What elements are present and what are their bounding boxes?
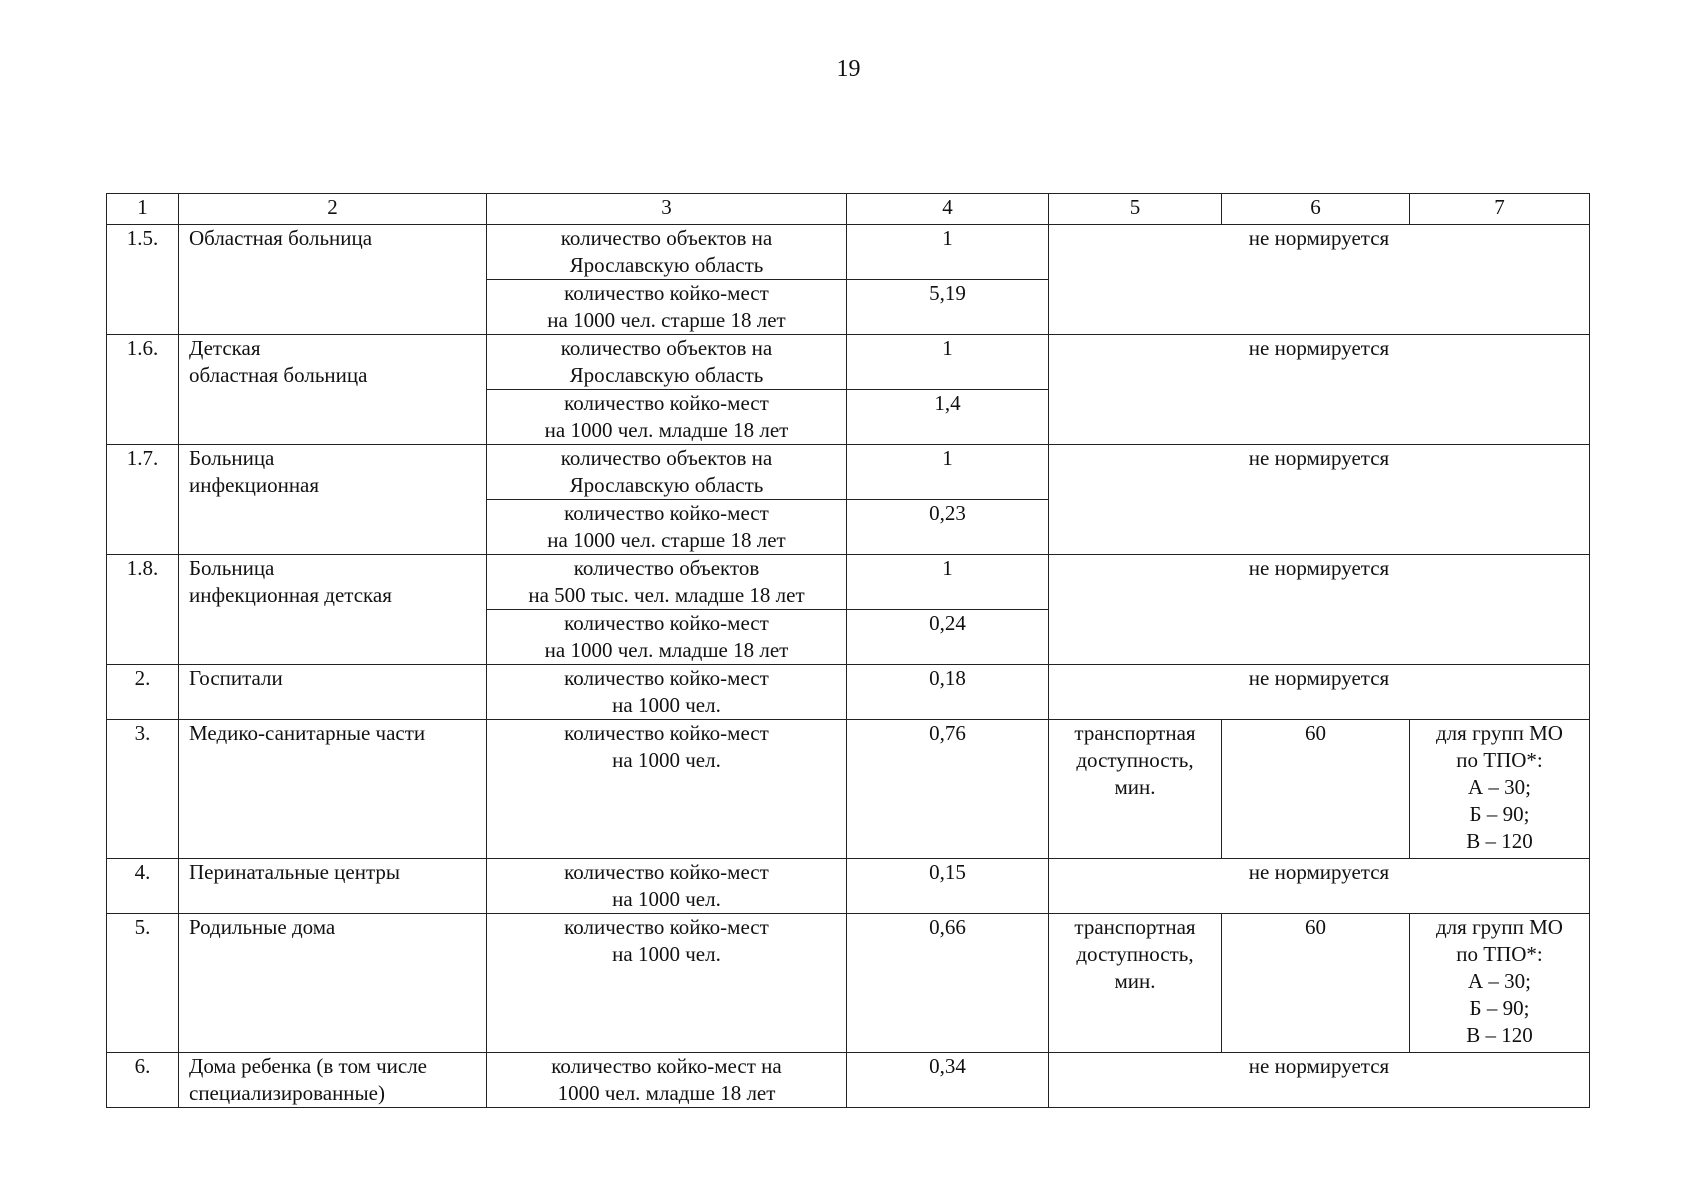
norm-value: 1 (847, 335, 1049, 390)
header-cell: 1 (107, 194, 179, 225)
row-number: 6. (107, 1053, 179, 1108)
norm-value: 1 (847, 225, 1049, 280)
page-number: 19 (836, 56, 861, 82)
row-number: 1.7. (107, 445, 179, 555)
indicator: количество койко-мест на 1000 чел. младше 18 лет (487, 390, 847, 445)
row-number: 4. (107, 859, 179, 914)
norm-value: 0,23 (847, 500, 1049, 555)
row-number: 3. (107, 720, 179, 859)
row-number: 2. (107, 665, 179, 720)
facility-name: Больница инфекционная (179, 445, 487, 555)
indicator: количество объектов на Ярославскую область (487, 445, 847, 500)
accessibility: не нормируется (1049, 859, 1590, 914)
norm-value: 0,18 (847, 665, 1049, 720)
accessibility: не нормируется (1049, 665, 1590, 720)
norm-value: 1 (847, 555, 1049, 610)
access-note: для групп МО по ТПО*: А – 30; Б – 90; В – 120 (1410, 720, 1590, 859)
header-cell: 7 (1410, 194, 1590, 225)
norm-value: 1 (847, 445, 1049, 500)
indicator: количество койко-мест на 1000 чел. (487, 859, 847, 914)
access-note: для групп МО по ТПО*: А – 30; Б – 90; В – 120 (1410, 914, 1590, 1053)
table-row (107, 225, 1590, 280)
norm-value: 0,15 (847, 859, 1049, 914)
accessibility: не нормируется (1049, 445, 1590, 555)
header-cell: 3 (487, 194, 847, 225)
indicator: количество койко-мест на 1000 чел. младше 18 лет (487, 610, 847, 665)
row-number: 1.5. (107, 225, 179, 335)
indicator: количество объектов на Ярославскую область (487, 225, 847, 280)
table-row (107, 335, 1590, 390)
access-type: транспортная доступность, мин. (1049, 914, 1222, 1053)
table-row (107, 555, 1590, 610)
access-value: 60 (1222, 914, 1410, 1053)
table-row (107, 445, 1590, 500)
header-cell: 4 (847, 194, 1049, 225)
indicator: количество объектов на 500 тыс. чел. младше 18 лет (487, 555, 847, 610)
facility-name: Детская областная больница (179, 335, 487, 445)
facility-name: Госпитали (179, 665, 487, 720)
indicator: количество койко-мест на 1000 чел. (487, 720, 847, 859)
accessibility: не нормируется (1049, 225, 1590, 335)
header-cell: 2 (179, 194, 487, 225)
indicator: количество койко-мест на 1000 чел. старше 18 лет (487, 280, 847, 335)
indicator: количество койко-мест на 1000 чел. старше 18 лет (487, 500, 847, 555)
norms-table (106, 193, 1590, 1108)
norm-value: 0,76 (847, 720, 1049, 859)
indicator: количество койко-мест на 1000 чел. младше 18 лет (487, 1053, 847, 1108)
norm-value: 0,66 (847, 914, 1049, 1053)
indicator: количество объектов на Ярославскую область (487, 335, 847, 390)
row-number: 1.8. (107, 555, 179, 665)
facility-name: Дома ребенка (в том числе специализированные) (179, 1053, 487, 1108)
table-row (107, 1053, 1590, 1108)
indicator: количество койко-мест на 1000 чел. (487, 914, 847, 1053)
table-row (107, 720, 1590, 859)
facility-name: Областная больница (179, 225, 487, 335)
facility-name: Медико-санитарные части (179, 720, 487, 859)
access-value: 60 (1222, 720, 1410, 859)
facility-name: Больница инфекционная детская (179, 555, 487, 665)
table-row (107, 859, 1590, 914)
accessibility: не нормируется (1049, 555, 1590, 665)
facility-name: Родильные дома (179, 914, 487, 1053)
row-number: 5. (107, 914, 179, 1053)
norm-value: 5,19 (847, 280, 1049, 335)
norm-value: 0,34 (847, 1053, 1049, 1108)
header-cell: 6 (1222, 194, 1410, 225)
indicator: количество койко-мест на 1000 чел. (487, 665, 847, 720)
header-row (107, 194, 1590, 225)
access-type: транспортная доступность, мин. (1049, 720, 1222, 859)
table-row (107, 665, 1590, 720)
accessibility: не нормируется (1049, 335, 1590, 445)
header-cell: 5 (1049, 194, 1222, 225)
table-row (107, 914, 1590, 1053)
accessibility: не нормируется (1049, 1053, 1590, 1108)
row-number: 1.6. (107, 335, 179, 445)
norm-value: 0,24 (847, 610, 1049, 665)
norm-value: 1,4 (847, 390, 1049, 445)
facility-name: Перинатальные центры (179, 859, 487, 914)
